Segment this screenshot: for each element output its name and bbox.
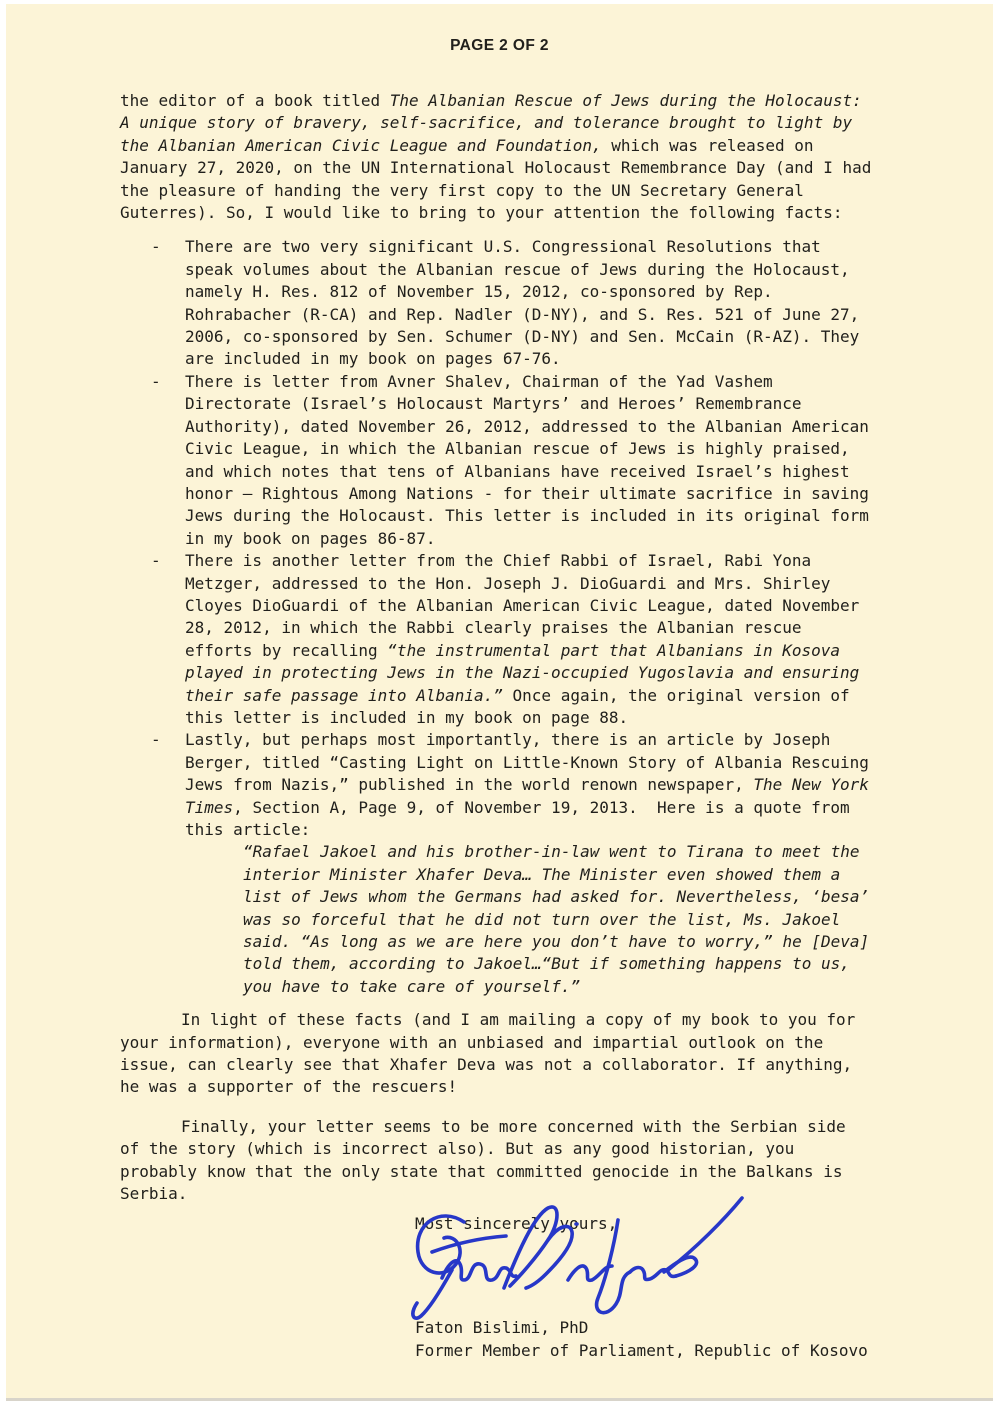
text-line: Berger, titled “Casting Light on Little-Known Story of Albania Rescuing: [185, 752, 869, 772]
text-line: Authority), dated November 26, 2012, addressed to the Albanian American: [185, 416, 869, 436]
text-line: and which notes that tens of Albanians have received Israel’s highest: [185, 461, 850, 481]
bullet-dash: -: [151, 551, 161, 571]
text-line: Finally, your letter seems to be more concerned with the Serbian side: [181, 1116, 846, 1136]
text-line: speak volumes about the Albanian rescue of Jews during the Holocaust,: [185, 259, 850, 279]
text-line: their safe passage into Albania.” Once again, the original version of: [185, 685, 850, 705]
text-line: told them, according to Jakoel…“But if something happens to us,: [243, 954, 850, 974]
bullet-item: [120, 371, 920, 550]
text-line: 2006, co-sponsored by Sen. Schumer (D-NY) and Sen. McCain (R-AZ). They: [185, 327, 860, 347]
letter-body: [120, 90, 920, 1206]
text-line: in my book on pages 86-87.: [185, 528, 436, 548]
text-line: was so forceful that he did not turn over the list, Ms. Jakoel: [243, 909, 841, 929]
paragraph: [120, 1009, 920, 1099]
bullet-item: [120, 236, 920, 370]
text-line: issue, can clearly see that Xhafer Deva was not a collaborator. If anything,: [120, 1055, 853, 1075]
text-line: probably know that the only state that committed genocide in the Balkans is: [120, 1161, 843, 1181]
text-line: of the story (which is incorrect also). But as any good historian, you: [120, 1139, 795, 1159]
page-number-header: PAGE 2 OF 2: [450, 37, 549, 54]
text-line: Jews during the Holocaust. This letter is included in its original form: [185, 506, 869, 526]
block-quote: [243, 841, 920, 998]
signer-name: Faton Bislimi, PhD: [415, 1318, 589, 1338]
text-line: played in protecting Jews in the Nazi-occupied Yugoslavia and ensuring: [185, 663, 860, 683]
text-line: A unique story of bravery, self-sacrifice, and tolerance brought to light by: [120, 113, 853, 133]
scan-edge: [6, 1398, 993, 1401]
signature-space: [415, 1235, 868, 1317]
text-line: Cloyes DioGuardi of the Albanian American Civic League, dated November: [185, 595, 860, 615]
text-line: Rohrabacher (R-CA) and Rep. Nadler (D-NY), and S. Res. 521 of June 27,: [185, 304, 860, 324]
text-line: list of Jews whom the Germans had asked for. Nevertheless, ‘besa’: [243, 887, 870, 907]
text-line: “Rafael Jakoel and his brother-in-law went to Tirana to meet the: [243, 842, 860, 862]
text-line: Directorate (Israel’s Holocaust Martyrs’ and Heroes’ Remembrance: [185, 394, 802, 414]
bullet-dash: -: [151, 730, 161, 750]
text-line: namely H. Res. 812 of November 15, 2012, co-sponsored by Rep.: [185, 282, 773, 302]
text-line: interior Minister Xhafer Deva… The Minister even showed them a: [243, 864, 841, 884]
text-line: In light of these facts (and I am mailing a copy of my book to you for: [181, 1010, 856, 1030]
letter-page: [6, 4, 993, 1401]
text-line: There are two very significant U.S. Congressional Resolutions that: [185, 237, 821, 257]
bullet-item: [120, 550, 920, 729]
text-line: this article:: [185, 820, 311, 839]
paragraph: [120, 1116, 920, 1206]
text-line: There is another letter from the Chief Rabbi of Israel, Rabi Yona: [185, 551, 812, 571]
text-line: Civic League, in which the Albanian rescue of Jews is highly praised,: [185, 439, 850, 459]
text-line: Metzger, addressed to the Hon. Joseph J. DioGuardi and Mrs. Shirley: [185, 573, 831, 593]
bullet-dash: -: [151, 237, 161, 257]
text-line: Serbia.: [120, 1184, 188, 1204]
text-line: he was a supporter of the rescuers!: [120, 1077, 458, 1097]
text-line: Guterres). So, I would like to bring to your attention the following facts:: [120, 203, 843, 223]
text-line: your information), everyone with an unbiased and impartial outlook on the: [120, 1032, 824, 1052]
text-line: There is letter from Avner Shalev, Chairman of the Yad Vashem: [185, 371, 773, 391]
text-line: January 27, 2020, on the UN International Holocaust Remembrance Day (and I had: [120, 158, 872, 178]
valediction: Most sincerely yours,: [415, 1214, 618, 1233]
text-line: said. “As long as we are here you don’t have to worry,” he [Deva]: [243, 932, 870, 952]
paragraph: [120, 90, 920, 224]
text-line: honor – Rightous Among Nations - for their ultimate sacrifice in saving: [185, 483, 869, 503]
text-line: Jews from Nazis,” published in the world renown newspaper, The New York: [185, 775, 869, 795]
bullet-dash: -: [151, 371, 161, 391]
text-line: the editor of a book titled The Albanian Rescue of Jews during the Holocaust:: [120, 91, 862, 110]
text-line: efforts by recalling “the instrumental part that Albanians in Kosova: [185, 640, 841, 660]
text-line: are included in my book on pages 67-76.: [185, 349, 561, 369]
text-line: you have to take care of yourself.”: [243, 976, 581, 996]
text-line: the pleasure of handing the very first copy to the UN Secretary General: [120, 180, 804, 200]
text-line: this letter is included in my book on page 88.: [185, 707, 629, 727]
text-line: 28, 2012, in which the Rabbi clearly praises the Albanian rescue: [185, 618, 802, 638]
text-line: Lastly, but perhaps most importantly, there is an article by Joseph: [185, 730, 831, 750]
text-line: the Albanian American Civic League and Foundation, which was released on: [120, 135, 814, 155]
text-line: Times, Section A, Page 9, of November 19, 2013. Here is a quote from: [185, 797, 850, 817]
closing-block: [415, 1213, 868, 1362]
bullet-item: [120, 729, 920, 841]
signer-title: Former Member of Parliament, Republic of Kosovo: [415, 1340, 868, 1360]
